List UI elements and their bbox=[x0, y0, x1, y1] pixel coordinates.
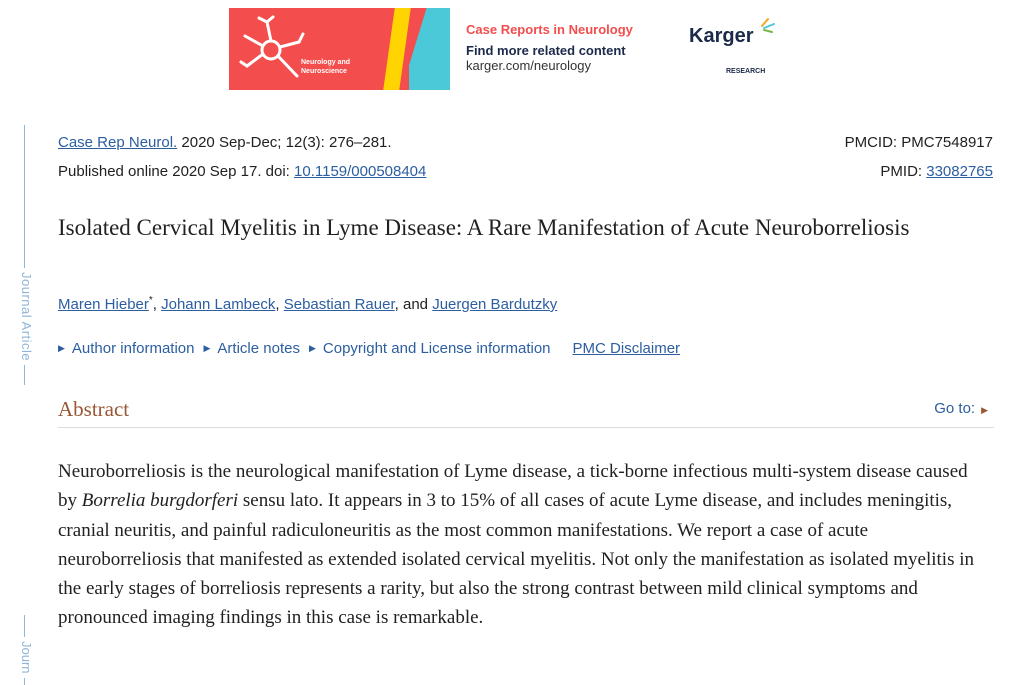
author-list: Maren Hieber*, Johann Lambeck, Sebastian Rauer, and Juergen Bardutzky bbox=[58, 295, 558, 313]
copyright-toggle[interactable]: ▶ Copyright and License information bbox=[308, 340, 551, 357]
banner-journal: Case Reports in Neurology bbox=[466, 22, 633, 37]
karger-brand: Karger bbox=[689, 25, 754, 47]
article-notes-toggle[interactable]: ▶ Article notes bbox=[203, 340, 300, 357]
karger-research: RESEARCH bbox=[726, 68, 766, 75]
article-meta-links bbox=[58, 340, 680, 357]
abstract-text: Neuroborreliosis is the neurological manifestation of Lyme disease, a tick-borne infectious multi-system disease caused by Borrelia burgdorferi sensu lato. It appears in 3 to 15% of all cases of acute Lyme disease, and includes meningitis, cranial neuritis, and painful radiculoneuritis as the most common manifestations. We report a case of acute neuroborreliosis that manifested as extended isolated cervical myelitis. Not only the manifestation as isolated myelitis in the early stages of borreliosis represents a rarity, but also the strong contrast between mild clinical symptoms and pronounced imaging findings in this case is remarkable. bbox=[58, 461, 974, 629]
triangle-right-icon: ▶ bbox=[308, 343, 316, 353]
doi-link[interactable]: 10.1159/000508404 bbox=[294, 163, 427, 180]
author-link[interactable]: Maren Hieber bbox=[58, 296, 149, 313]
author-link[interactable]: Johann Lambeck bbox=[161, 296, 276, 313]
journal-banner-ad[interactable] bbox=[229, 8, 796, 90]
banner-category: Neurology and Neuroscience bbox=[301, 59, 351, 75]
abstract-heading: Abstract bbox=[58, 397, 130, 421]
abstract-header bbox=[58, 397, 994, 428]
karger-logo bbox=[689, 22, 778, 75]
goto-menu[interactable] bbox=[934, 400, 988, 417]
species-name: Borrelia burgdorferi bbox=[81, 490, 239, 512]
banner-text bbox=[466, 22, 633, 73]
banner-graphic bbox=[229, 8, 450, 90]
banner-cta: Find more related content bbox=[466, 43, 626, 58]
triangle-right-icon: ▶ bbox=[981, 405, 988, 415]
author-info-toggle[interactable]: ▶ Author information bbox=[58, 340, 195, 357]
banner-stripe-yellow bbox=[383, 8, 411, 90]
pmc-disclaimer-link[interactable]: PMC Disclaimer bbox=[572, 340, 681, 357]
article-type-label: Journal Article bbox=[16, 268, 34, 365]
pmid-label: PMID: bbox=[880, 163, 927, 180]
neuron-icon bbox=[237, 14, 307, 84]
corresponding-mark: * bbox=[148, 295, 153, 306]
banner-url: karger.com/neurology bbox=[466, 58, 592, 73]
journal-link[interactable]: Case Rep Neurol. bbox=[58, 134, 178, 151]
published-prefix: Published online 2020 Sep 17. doi: bbox=[58, 163, 295, 180]
pmid-link[interactable]: 33082765 bbox=[926, 163, 993, 180]
banner-stripe-cyan bbox=[409, 8, 450, 90]
goto-label: Go to: bbox=[934, 400, 976, 417]
triangle-right-icon: ▶ bbox=[58, 343, 65, 353]
author-link[interactable]: Juergen Bardutzky bbox=[432, 296, 558, 313]
article-title: Isolated Cervical Myelitis in Lyme Disease: A Rare Manifestation of Acute Neuroborreliosis bbox=[58, 215, 910, 240]
citation-details: 2020 Sep-Dec; 12(3): 276–281. bbox=[177, 134, 392, 151]
citation bbox=[58, 128, 426, 186]
article-ids bbox=[845, 128, 993, 186]
triangle-right-icon: ▶ bbox=[203, 343, 211, 353]
author-and: and bbox=[398, 296, 433, 313]
author-link[interactable]: Sebastian Rauer bbox=[283, 296, 395, 313]
article-type-label-2: Journ bbox=[16, 637, 34, 678]
pmcid: PMCID: PMC7548917 bbox=[844, 134, 993, 151]
karger-spark-icon bbox=[758, 16, 778, 36]
